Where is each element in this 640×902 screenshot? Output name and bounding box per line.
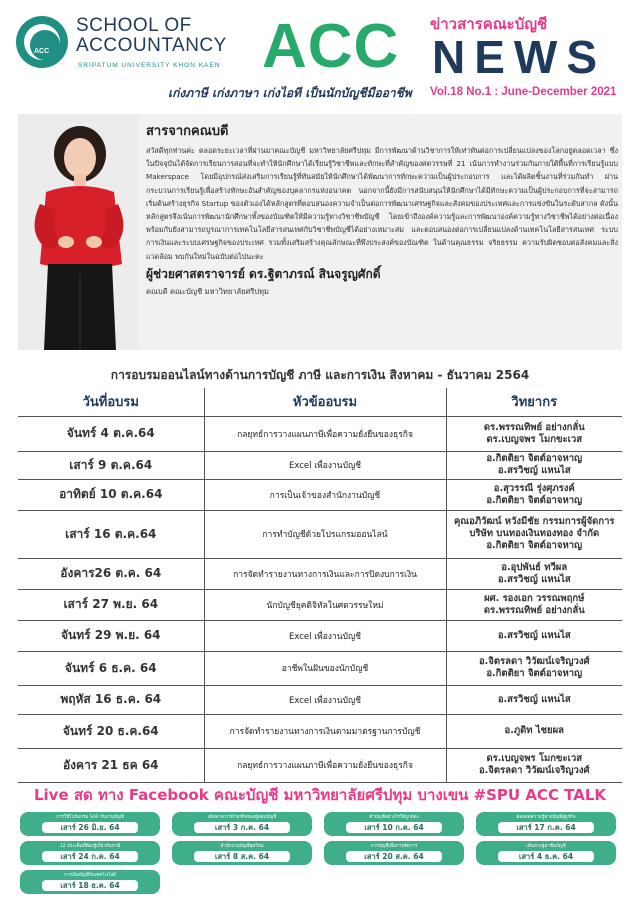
table-row xyxy=(18,558,622,589)
school-logo xyxy=(16,16,68,68)
speaker-name: อ.กิตติยา จิตต์อาจหาญ xyxy=(486,540,583,551)
live-session-date: เสาร์ 18 ธ.ค. 64 xyxy=(42,880,138,891)
speaker-name: บริษัท บนทองเงินทองทอง จำกัด xyxy=(469,528,600,539)
training-date: จันทร์ 4 ต.ค.64 xyxy=(18,416,204,451)
live-session-date: เสาร์ 4 ธ.ค. 64 xyxy=(498,851,594,862)
speaker-name: อ.ภูดิท ไชยผล xyxy=(504,725,564,736)
live-session-date: เสาร์ 8 ส.ค. 64 xyxy=(194,851,290,862)
schedule-title: การอบรมออนไลน์ทางด้านการบัญชี ภาษี และการเงิน สิงหาคม - ธันวาคม 2564 xyxy=(110,368,530,382)
live-session-topic: การเงินบัญชีกับเทคโนโลยี xyxy=(64,873,116,878)
table-row xyxy=(18,589,622,620)
table-row xyxy=(18,479,622,510)
training-topic: การจัดทำรายงานทางการเงินตามมาตรฐานการบัญชี xyxy=(204,714,446,748)
live-session-date: เสาร์ 26 มิ.ย. 64 xyxy=(42,822,138,833)
speaker-name: อ.จิตรลดา วิวัฒน์เจริญวงศ์ xyxy=(478,656,590,667)
speaker-name: อ.กิตติยา จิตต์อาจหาญ xyxy=(486,453,583,464)
dean-message-body: สวัสดีทุกท่านค่ะ ตลอดระยะเวลาที่ผ่านมาคณะบัญชี มหาวิทยาลัยศรีปทุม มีการพัฒนาด้านวิชาการให้เท่าทันต่อการเปลี่ยนแปลงของโลกอยู่ตลอดเวลา ซึ่งในปัจจุบันได้จัดการเรียนการสอนที่จะทำให้นักศึกษาได้เรียนรู้วิชาชีพและทักษะที่สำคัญของศตวรรษที่ 21 เน้นการทำงานร่วมกันภายใต้พื้นที่การเรียนรู้แบบ Makerspace โดยมีอุปกรณ์ส่งเสริมการเรียนรู้ที่ทันสมัยให้นักศึกษาได้พัฒนาการทักษะความเป็นผู้ประกอบการ และได้ผลิตชิ้นงานที่ร่วมกันทำ ผ่านกระบวนการเรียนรู้เพื่อสร้างทักษะอันสำคัญของบุคลากรแห่งอนาคต นอกจากนี้ยังมีการสนับสนุนให้นักศึกษาได้มีทักษะความเป็นผู้ประกอบการที่จะสามารถเริ่มต้นสร้างธุรกิจ Startup ของตัวเองได้หลักสูตรที่ตอบสนองความจำเป็นต่อการพัฒนาเศรษฐกิจและสังคมของประเทศและการแข่งขันในระดับสากล ดังนั้น หลักสูตรจึงเน้นการพัฒนานักศึกษาทั้งของบัณฑิตให้มีความรู้ทางวิชาชีพบัญชี โดยเข้าถึงองค์ความรู้และการพัฒนาองค์ความรู้ทางวิชาชีพได้อย่างต่อเนื่อง พร้อมกับยังสามารถบูรณาการเทคโนโลยีสารสนเทศกับวิชาชีพบัญชีได้อย่างเหมาะสม และตอบสนองต่อการเปลี่ยนแปลงด้านเทคโนโลยีสารสนเทศ ระบบการเงินและระบบเศรษฐกิจของประเทศ รวมทั้งเสริมสร้างคุณลักษณะที่พึงประสงค์ของบัณฑิต ในด้านคุณธรรม จริยธรรม ความรับผิดชอบต่อสังคมและสิ่งแวดล้อม พบกันใหม่ในฉบับต่อไปนะคะ xyxy=(146,146,618,261)
live-session-topic: เส้นทางการทำธุรกิจของผู้สอบบัญชี xyxy=(207,815,277,820)
speaker-name: อ.สรวิชญ์ แหนไส xyxy=(497,629,571,641)
table-row xyxy=(18,714,622,748)
university-name: SRIPATUM UNIVERSITY KHON KAEN xyxy=(78,62,221,69)
training-speakers xyxy=(446,416,622,451)
training-date: อังคาร 21 ธค 64 xyxy=(18,748,204,782)
training-date: เสาร์ 16 ต.ค.64 xyxy=(18,510,204,558)
training-topic: การเป็นเจ้าของสำนักงานบัญชี xyxy=(204,479,446,510)
training-speakers xyxy=(446,651,622,685)
live-session-topic: การใช้โปรแกรม SAP กับงานบัญชี xyxy=(56,815,124,820)
speaker-name: ดร.เบญจพร โมกขะเวส xyxy=(486,433,583,445)
dean-portrait xyxy=(18,114,138,350)
speaker-name: อ.อุปพันธ์ ทวีผล xyxy=(501,561,568,573)
training-speakers xyxy=(446,748,622,782)
acc-wordmark: ACC xyxy=(262,12,400,81)
table-row xyxy=(18,620,622,651)
training-date: จันทร์ 20 ธ.ค.64 xyxy=(18,714,204,748)
tagline: เก่งภาษี เก่งภาษา เก่งไอที เป็นนักบัญชีมืออาชีพ xyxy=(168,86,412,100)
live-session-date: เสาร์ 3 ก.ค. 64 xyxy=(194,822,290,833)
speaker-name: คุณอภิวัฒน์ หวังมีชัย กรรมการผู้จัดการ xyxy=(453,516,615,527)
table-header-row xyxy=(18,388,622,416)
live-session-date: เสาร์ 10 ก.ค. 64 xyxy=(346,822,442,833)
training-speakers xyxy=(446,685,622,714)
logo-text: ACC xyxy=(34,48,50,55)
dean-signature-name: ผู้ช่วยศาสตราจารย์ ดร.ฐิตาภรณ์ สินจรูญศักดิ์ xyxy=(146,266,381,281)
live-session-card xyxy=(324,812,464,836)
live-session-card xyxy=(172,841,312,865)
live-session-date: เสาร์ 17 ก.ค. 64 xyxy=(498,822,594,833)
training-date: จันทร์ 29 พ.ย. 64 xyxy=(18,620,204,651)
training-topic: Excel เพื่องานบัญชี xyxy=(204,620,446,651)
training-speakers xyxy=(446,451,622,479)
live-session-topic: 12 ประเด็นที่ต้องรู้เกี่ยวกับภาษี xyxy=(59,844,121,849)
dean-signature-position: คณบดี คณะบัญชี มหาวิทยาลัยศรีปทุม xyxy=(146,286,269,296)
speaker-name: อ.กิตติยา จิตต์อาจหาญ xyxy=(486,494,583,506)
speaker-name: อ.สรวิชญ์ แหนไส xyxy=(497,573,571,585)
speaker-name: ผศ. รองเอก วรรณพฤกษ์ xyxy=(484,592,585,604)
training-date: อาทิตย์ 10 ต.ค.64 xyxy=(18,479,204,510)
training-topic: การทำบัญชีด้วยโปรแกรมออนไลน์ xyxy=(204,510,446,558)
news-wordmark: NEWS xyxy=(432,31,606,83)
live-session-topic: เส้นทางสู่อาชีพบัญชี xyxy=(526,844,566,849)
training-date: อังคาร26 ต.ค. 64 xyxy=(18,558,204,589)
speaker-name: อ.สรวิชญ์ แหนไส xyxy=(497,693,571,705)
training-speakers xyxy=(446,589,622,620)
table-row xyxy=(18,651,622,685)
live-session-card xyxy=(20,812,160,836)
training-speakers xyxy=(446,714,622,748)
training-date: เสาร์ 27 พ.ย. 64 xyxy=(18,589,204,620)
training-topic: นักบัญชียุคดิจิทัลในศตวรรษใหม่ xyxy=(204,589,446,620)
volume-issue: Vol.18 No.1 : June-December 2021 xyxy=(430,86,617,98)
training-topic: Excel เพื่องานบัญชี xyxy=(204,451,446,479)
live-session-card xyxy=(324,841,464,865)
column-header-date: วันที่อบรม xyxy=(18,388,204,416)
dean-message-title: สารจากคณบดี xyxy=(146,124,229,139)
training-topic: การจัดทำรายงานทางการเงินและการปิดงบการเงิน xyxy=(204,558,446,589)
live-session-topic: สำนักงานบัญชียุคใหม่ xyxy=(220,844,264,849)
training-speakers xyxy=(446,558,622,589)
speaker-name: อ.สุวรรณี รุ่งศุภรงค์ xyxy=(493,482,575,494)
school-name xyxy=(76,16,227,56)
live-session-card xyxy=(20,841,160,865)
speaker-name: ดร.เบญจพร โมกขะเวส xyxy=(486,753,583,764)
table-row xyxy=(18,685,622,714)
school-name-line1: SCHOOL OF xyxy=(76,15,192,36)
live-session-card xyxy=(476,812,616,836)
training-topic: Excel เพื่องานบัญชี xyxy=(204,685,446,714)
live-session-card xyxy=(20,870,160,894)
table-row xyxy=(18,748,622,782)
schedule-table xyxy=(18,388,622,783)
speaker-name: ดร.พรรณทิพย์ อย่างกลั่น xyxy=(483,604,585,616)
training-schedule xyxy=(18,362,622,783)
column-header-speaker: วิทยากร xyxy=(446,388,622,416)
newsletter-header xyxy=(0,0,640,110)
training-speakers xyxy=(446,479,622,510)
training-date: เสาร์ 9 ต.ค.64 xyxy=(18,451,204,479)
speaker-name: อ.กิตติยา จิตต์อาจหาญ xyxy=(486,668,583,679)
table-row xyxy=(18,510,622,558)
live-session-card xyxy=(172,812,312,836)
training-speakers xyxy=(446,620,622,651)
training-date: พฤหัส 16 ธ.ค. 64 xyxy=(18,685,204,714)
speaker-name: ดร.พรรณทิพย์ อย่างกลั่น xyxy=(483,421,585,433)
live-session-topic: การบัญชีเพื่อการจัดการ xyxy=(370,844,418,849)
live-session-date: เสาร์ 24 ก.ค. 64 xyxy=(42,851,138,862)
table-row xyxy=(18,451,622,479)
dean-message xyxy=(146,120,618,298)
training-speakers xyxy=(446,510,622,558)
training-topic: กลยุทธ์การวางแผนภาษีเพื่อความยั่งยืนของธุรกิจ xyxy=(204,748,446,782)
training-topic: อาชีพในฝันของนักบัญชี xyxy=(204,651,446,685)
school-name-line2: ACCOUNTANCY xyxy=(76,35,227,56)
live-session-card xyxy=(476,841,616,865)
speaker-name: อ.สรวิชญ์ แหนไส xyxy=(497,465,571,476)
training-date: จันทร์ 6 ธ.ค. 64 xyxy=(18,651,204,685)
live-session-date: เสาร์ 20 ส.ค. 64 xyxy=(346,851,442,862)
news-thai-title: ข่าวสารคณะบัญชี xyxy=(430,15,548,33)
live-session-topic: ต่อยอดความรู้ทางบัญชีสู่ธุรกิจ xyxy=(516,815,576,820)
table-row xyxy=(18,416,622,451)
column-header-topic: หัวข้ออบรม xyxy=(204,388,446,416)
live-session-topic: ทำบัญชีอย่างไรให้ถูกต้อง xyxy=(369,815,419,820)
speaker-name: อ.จิตรลดา วิวัฒน์เจริญวงศ์ xyxy=(478,765,590,776)
live-banner: Live สด ทาง Facebook คณะบัญชี มหาวิทยาลัยศรีปทุม บางเขน #SPU ACC TALK xyxy=(33,786,607,804)
training-topic: กลยุทธ์การวางแผนภาษีเพื่อความยั่งยืนของธุรกิจ xyxy=(204,416,446,451)
